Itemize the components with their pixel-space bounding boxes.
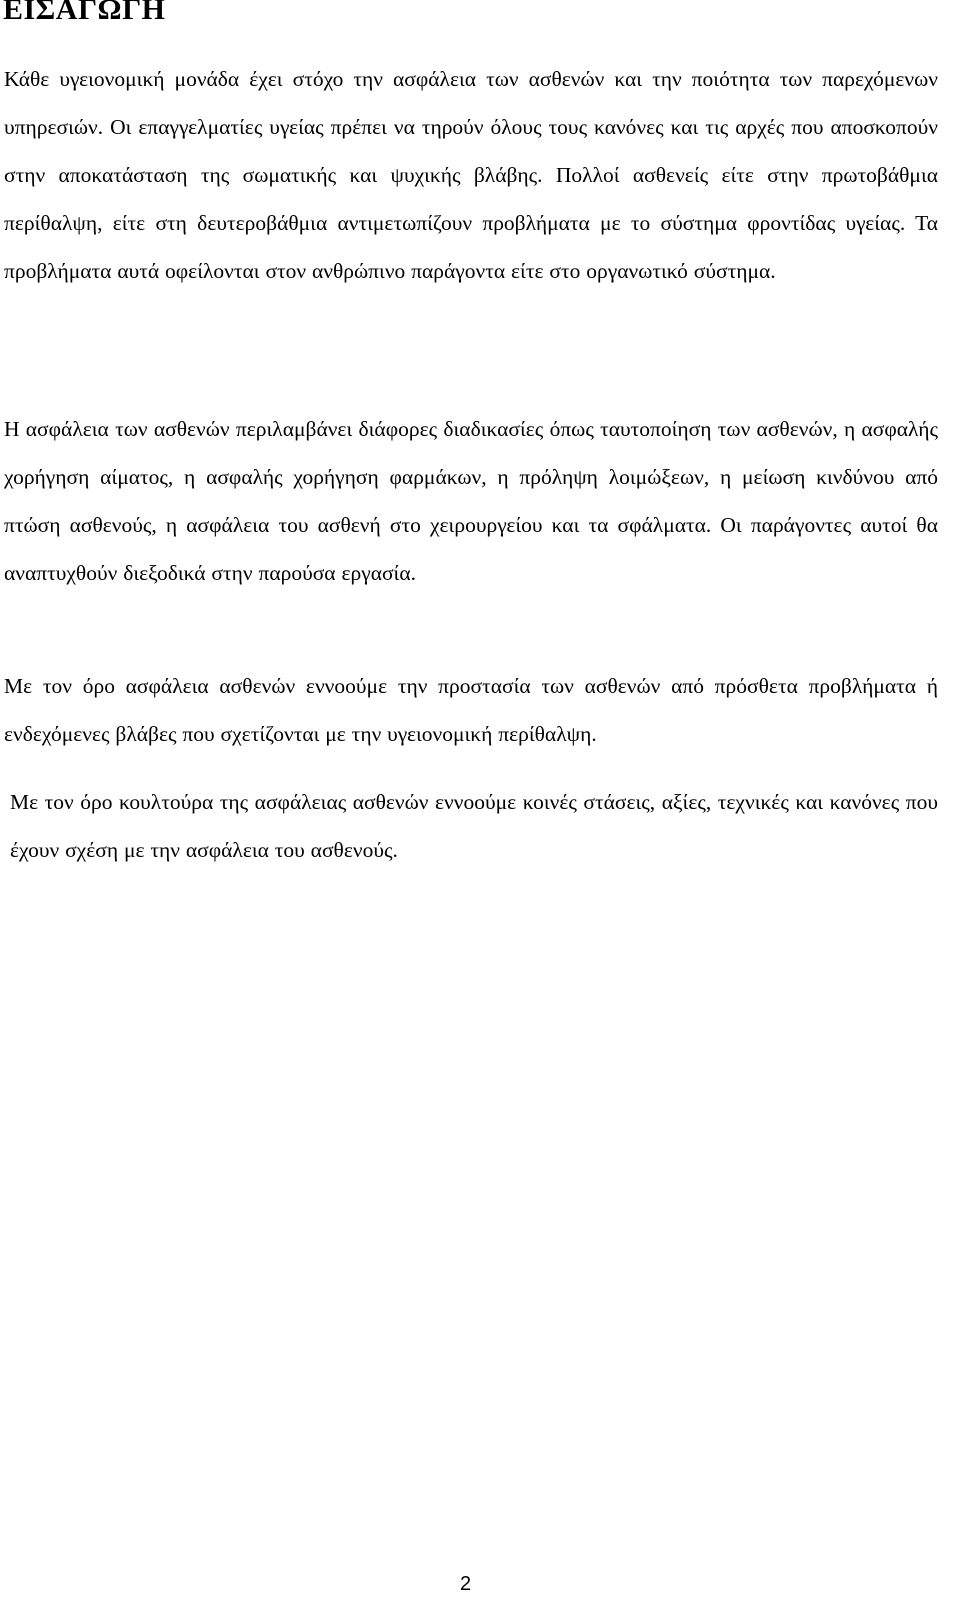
page-number: 2 — [460, 1573, 472, 1595]
paragraph-patient-safety-definition: Με τον όρο ασφάλεια ασθενών εννοούμε την προστασία των ασθενών από πρόσθετα προβλήματα ή ενδεχόμενες βλάβες που σχετίζονται με την υγειονομική περίθαλψη. — [4, 674, 938, 746]
page-title: ΕΙΣΑΓΩΓΗ — [3, 0, 166, 26]
paragraph-patient-safety-procedures: Η ασφάλεια των ασθενών περιλαμβάνει διάφορες διαδικασίες όπως ταυτοποίηση των ασθενών, η ασφαλής χορήγηση αίματος, η ασφαλής χορήγηση φαρμάκων, η πρόληψη λοιμώξεων, η μείωση κινδύνου από πτώση ασθενούς, η ασφάλεια του ασθενή στο χειρουργείου και τα σφάλματα. Οι παράγοντες αυτοί θα αναπτυχθούν διεξοδικά στην παρούσα εργασία. — [4, 417, 938, 585]
paragraph-introduction: Κάθε υγειονομική μονάδα έχει στόχο την ασφάλεια των ασθενών και την ποιότητα των παρεχόμενων υπηρεσιών. Οι επαγγελματίες υγείας πρέπει να τηρούν όλους τους κανόνες και τις αρχές που αποσκοπούν στην αποκατάσταση της σωματικής και ψυχικής βλάβης. Πολλοί ασθενείς είτε στην πρωτοβάθμια περίθαλψη, είτε στη δευτεροβάθμια αντιμετωπίζουν προβλήματα με το σύστημα φροντίδας υγείας. Τα προβλήματα αυτά οφείλονται στον ανθρώπινο παράγοντα είτε στο οργανωτικό σύστημα. — [4, 67, 938, 283]
paragraph-safety-culture-definition: Με τον όρο κουλτούρα της ασφάλειας ασθενών εννοούμε κοινές στάσεις, αξίες, τεχνικές και κανόνες που έχουν σχέση με την ασφάλεια του ασθενούς. — [10, 790, 938, 862]
